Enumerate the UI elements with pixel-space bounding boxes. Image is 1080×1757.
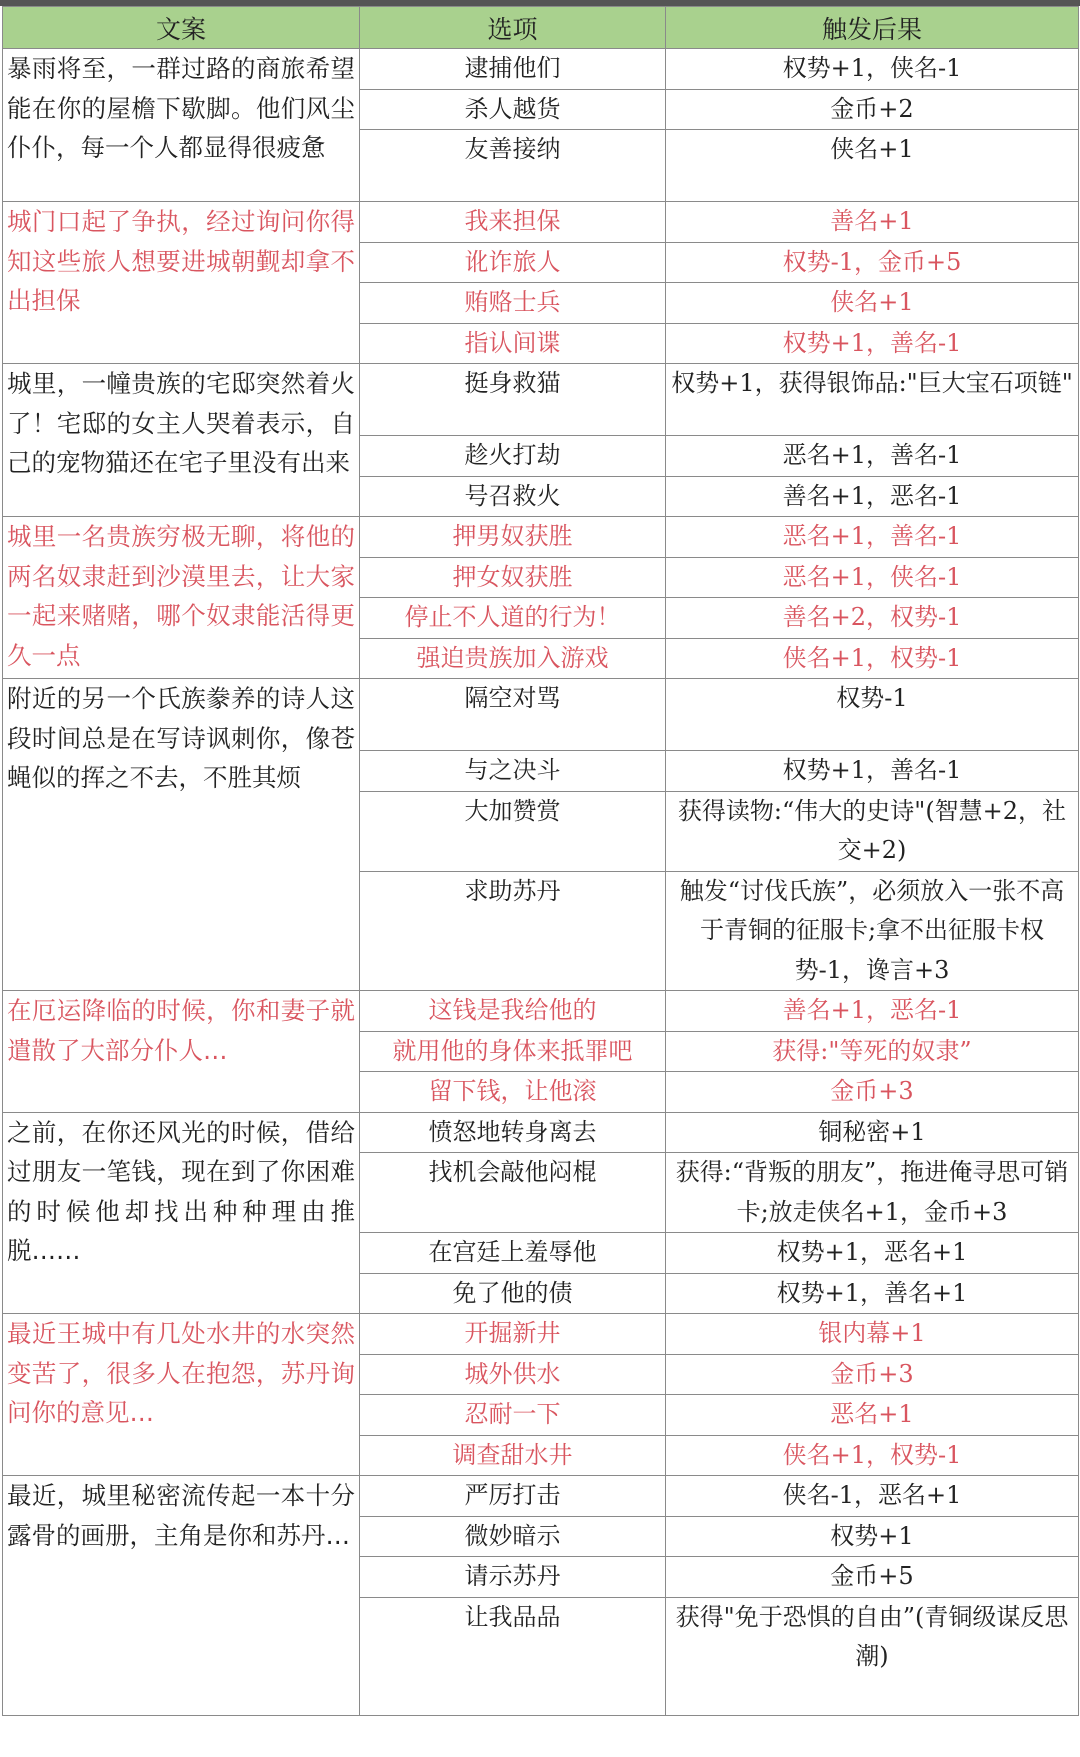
result-cell: 权势-1 — [666, 679, 1079, 751]
result-cell: 善名+2，权势-1 — [666, 598, 1079, 639]
option-cell: 严厉打击 — [360, 1476, 666, 1517]
option-cell: 城外供水 — [360, 1354, 666, 1395]
table-row — [3, 1476, 1079, 1517]
option-cell: 友善接纳 — [360, 130, 666, 202]
event-text: 暴雨将至，一群过路的商旅希望能在你的屋檐下歇脚。他们风尘仆仆，每一个人都显得很疲惫 — [3, 49, 360, 202]
result-cell: 获得:"等死的奴隶” — [666, 1031, 1079, 1072]
result-cell: 权势+1，善名-1 — [666, 751, 1079, 792]
option-cell: 微妙暗示 — [360, 1516, 666, 1557]
option-cell: 强迫贵族加入游戏 — [360, 638, 666, 679]
result-cell: 侠名-1，恶名+1 — [666, 1476, 1079, 1517]
result-cell: 恶名+1 — [666, 1395, 1079, 1436]
option-cell: 贿赂士兵 — [360, 283, 666, 324]
option-cell: 押男奴获胜 — [360, 517, 666, 558]
result-cell: 侠名+1 — [666, 130, 1079, 202]
option-cell: 我来担保 — [360, 202, 666, 243]
result-cell: 金币+3 — [666, 1072, 1079, 1113]
event-text: 最近，城里秘密流传起一本十分露骨的画册，主角是你和苏丹… — [3, 1476, 360, 1716]
event-group — [3, 1314, 1079, 1476]
result-cell: 恶名+1，善名-1 — [666, 517, 1079, 558]
event-group — [3, 364, 1079, 517]
result-cell: 权势+1，善名-1 — [666, 323, 1079, 364]
option-cell: 停止不人道的行为！ — [360, 598, 666, 639]
event-group — [3, 679, 1079, 991]
option-cell: 就用他的身体来抵罪吧 — [360, 1031, 666, 1072]
option-cell: 逮捕他们 — [360, 49, 666, 90]
result-cell: 恶名+1，善名-1 — [666, 436, 1079, 477]
table-row — [3, 991, 1079, 1032]
result-cell: 获得"免于恐惧的自由”(青铜级谋反思潮) — [666, 1597, 1079, 1715]
option-cell: 找机会敲他闷棍 — [360, 1153, 666, 1233]
table-row — [3, 49, 1079, 90]
table-row — [3, 679, 1079, 751]
result-cell: 金币+2 — [666, 89, 1079, 130]
result-cell: 善名+1，恶名-1 — [666, 991, 1079, 1032]
event-group — [3, 49, 1079, 202]
table-row — [3, 1314, 1079, 1355]
event-text: 最近王城中有几处水井的水突然变苦了，很多人在抱怨，苏丹询问你的意见… — [3, 1314, 360, 1476]
result-cell: 侠名+1 — [666, 283, 1079, 324]
option-cell: 免了他的债 — [360, 1273, 666, 1314]
option-cell: 忍耐一下 — [360, 1395, 666, 1436]
option-cell: 大加赞赏 — [360, 791, 666, 871]
option-cell: 指认间谍 — [360, 323, 666, 364]
header-result: 触发后果 — [666, 7, 1079, 49]
header-row — [3, 7, 1079, 49]
option-cell: 这钱是我给他的 — [360, 991, 666, 1032]
result-cell: 侠名+1，权势-1 — [666, 638, 1079, 679]
option-cell: 求助苏丹 — [360, 871, 666, 991]
option-cell: 讹诈旅人 — [360, 242, 666, 283]
result-cell: 恶名+1，侠名-1 — [666, 557, 1079, 598]
event-group — [3, 1476, 1079, 1716]
option-cell: 号召救火 — [360, 476, 666, 517]
result-cell: 权势+1 — [666, 1516, 1079, 1557]
event-text: 之前，在你还风光的时候，借给过朋友一笔钱，现在到了你困难的时候他却找出种种理由推脱…… — [3, 1112, 360, 1314]
event-group — [3, 517, 1079, 679]
option-cell: 押女奴获胜 — [360, 557, 666, 598]
event-text: 在厄运降临的时候，你和妻子就遣散了大部分仆人… — [3, 991, 360, 1113]
option-cell: 趁火打劫 — [360, 436, 666, 477]
header-option: 选项 — [360, 7, 666, 49]
result-cell: 权势-1，金币+5 — [666, 242, 1079, 283]
option-cell: 隔空对骂 — [360, 679, 666, 751]
result-cell: 权势+1，恶名+1 — [666, 1233, 1079, 1274]
option-cell: 请示苏丹 — [360, 1557, 666, 1598]
option-cell: 挺身救猫 — [360, 364, 666, 436]
option-cell: 让我品品 — [360, 1597, 666, 1715]
event-text: 城里一名贵族穷极无聊，将他的两名奴隶赶到沙漠里去，让大家一起来赌赌，哪个奴隶能活得更久一点 — [3, 517, 360, 679]
event-text: 城门口起了争执，经过询问你得知这些旅人想要进城朝觐却拿不出担保 — [3, 202, 360, 364]
result-cell: 触发“讨伐氏族”，必须放入一张不高于青铜的征服卡;拿不出征服卡权势-1，谗言+3 — [666, 871, 1079, 991]
table-row — [3, 202, 1079, 243]
event-group — [3, 991, 1079, 1113]
result-cell: 铜秘密+1 — [666, 1112, 1079, 1153]
table-row — [3, 364, 1079, 436]
option-cell: 开掘新井 — [360, 1314, 666, 1355]
event-table — [2, 6, 1079, 1716]
event-text: 附近的另一个氏族豢养的诗人这段时间总是在写诗讽刺你，像苍蝇似的挥之不去，不胜其烦 — [3, 679, 360, 991]
header-text: 文案 — [3, 7, 360, 49]
result-cell: 获得:“背叛的朋友”，拖进俺寻思可销卡;放走侠名+1，金币+3 — [666, 1153, 1079, 1233]
result-cell: 银内幕+1 — [666, 1314, 1079, 1355]
table-row — [3, 517, 1079, 558]
table-row — [3, 1112, 1079, 1153]
result-cell: 权势+1，获得银饰品:"巨大宝石项链" — [666, 364, 1079, 436]
event-group — [3, 202, 1079, 364]
option-cell: 与之决斗 — [360, 751, 666, 792]
event-group — [3, 1112, 1079, 1314]
result-cell: 金币+3 — [666, 1354, 1079, 1395]
option-cell: 愤怒地转身离去 — [360, 1112, 666, 1153]
option-cell: 在宫廷上羞辱他 — [360, 1233, 666, 1274]
result-cell: 权势+1，善名+1 — [666, 1273, 1079, 1314]
result-cell: 善名+1 — [666, 202, 1079, 243]
result-cell: 权势+1，侠名-1 — [666, 49, 1079, 90]
result-cell: 金币+5 — [666, 1557, 1079, 1598]
result-cell: 侠名+1，权势-1 — [666, 1435, 1079, 1476]
option-cell: 杀人越货 — [360, 89, 666, 130]
option-cell: 留下钱，让他滚 — [360, 1072, 666, 1113]
option-cell: 调查甜水井 — [360, 1435, 666, 1476]
result-cell: 善名+1，恶名-1 — [666, 476, 1079, 517]
result-cell: 获得读物:“伟大的史诗"(智慧+2，社交+2) — [666, 791, 1079, 871]
event-text: 城里，一幢贵族的宅邸突然着火了！宅邸的女主人哭着表示，自己的宠物猫还在宅子里没有出来 — [3, 364, 360, 517]
